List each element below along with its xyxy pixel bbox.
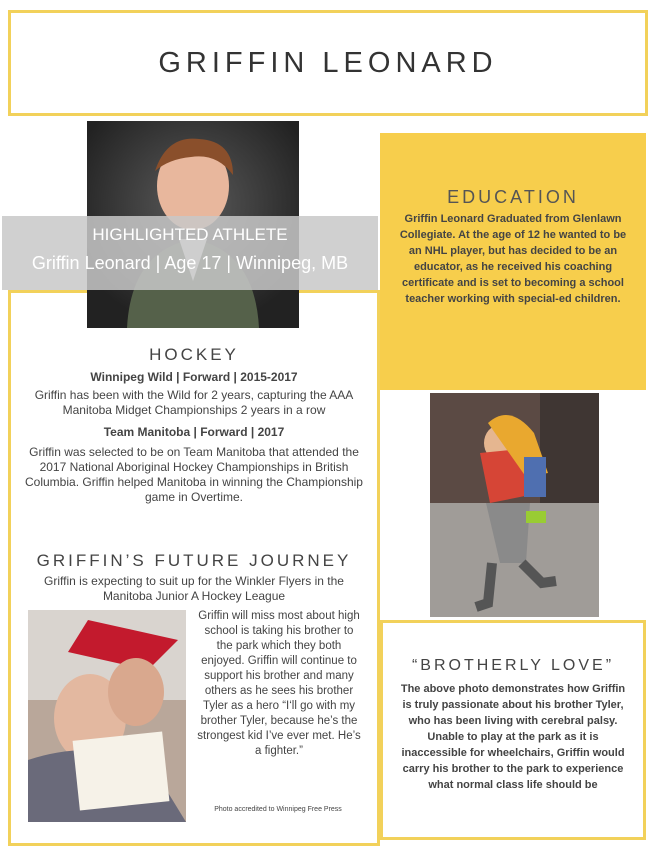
team1-text: Griffin has been with the Wild for 2 years, capturing the AAA Manitoba Midget Championships 2 years in a row	[34, 388, 354, 417]
education-heading: EDUCATION	[447, 187, 579, 207]
brothers-photo	[430, 393, 599, 617]
team2-heading: Team Manitoba | Forward | 2017	[103, 425, 285, 439]
brotherly-love-heading: “BROTHERLY LOVE”	[411, 657, 615, 674]
photo-credit: Photo accredited to Winnipeg Free Press	[214, 806, 342, 813]
title-box	[8, 10, 648, 116]
hockey-heading: HOCKEY	[149, 345, 239, 364]
graduation-photo	[28, 610, 186, 822]
education-text: Griffin Leonard Graduated from Glenlawn Collegiate. At the age of 12 he wanted to be an NHL player, but has decided to be an educator, as he received his coaching certificate and is set to becoming a school teacher working with special-ed children.	[399, 213, 627, 305]
banner-subheading: Griffin Leonard | Age 17 | Winnipeg, MB	[31, 253, 349, 273]
future-heading: GRIFFIN’S FUTURE JOURNEY	[36, 551, 352, 570]
team2-text: Griffin was selected to be on Team Manitoba that attended the 2017 National Aboriginal Hockey Championships in British Columbia. Griffin helped Manitoba in winning the Championship game in Overtime.	[25, 445, 363, 504]
future-quote: Griffin will miss most about high school is taking his brother to the park which they both enjoyed. Griffin will continue to support his brother and many others as he sees his brother Tyler as a hero “I‘ll go with my brother Tyler, because he’s the strongest kid I’ve ever met. He’s a fighter.”	[197, 610, 361, 757]
banner-heading: HIGHLIGHTED ATHLETE	[92, 225, 288, 244]
future-text: Griffin is expecting to suit up for the Winkler Flyers in the Manitoba Junior A Hockey League	[44, 574, 344, 603]
page-title: GRIFFIN LEONARD	[158, 46, 498, 79]
team1-heading: Winnipeg Wild | Forward | 2015-2017	[90, 370, 298, 384]
brotherly-love-text: The above photo demonstrates how Griffin is truly passionate about his brother Tyler, who has been living with cerebral palsy. Unable to play at the park as it is inaccessible for wheelchairs, Griffin would carry his brother to the park to experience what normal class life should be	[400, 683, 626, 791]
highlight-banner	[2, 216, 378, 290]
